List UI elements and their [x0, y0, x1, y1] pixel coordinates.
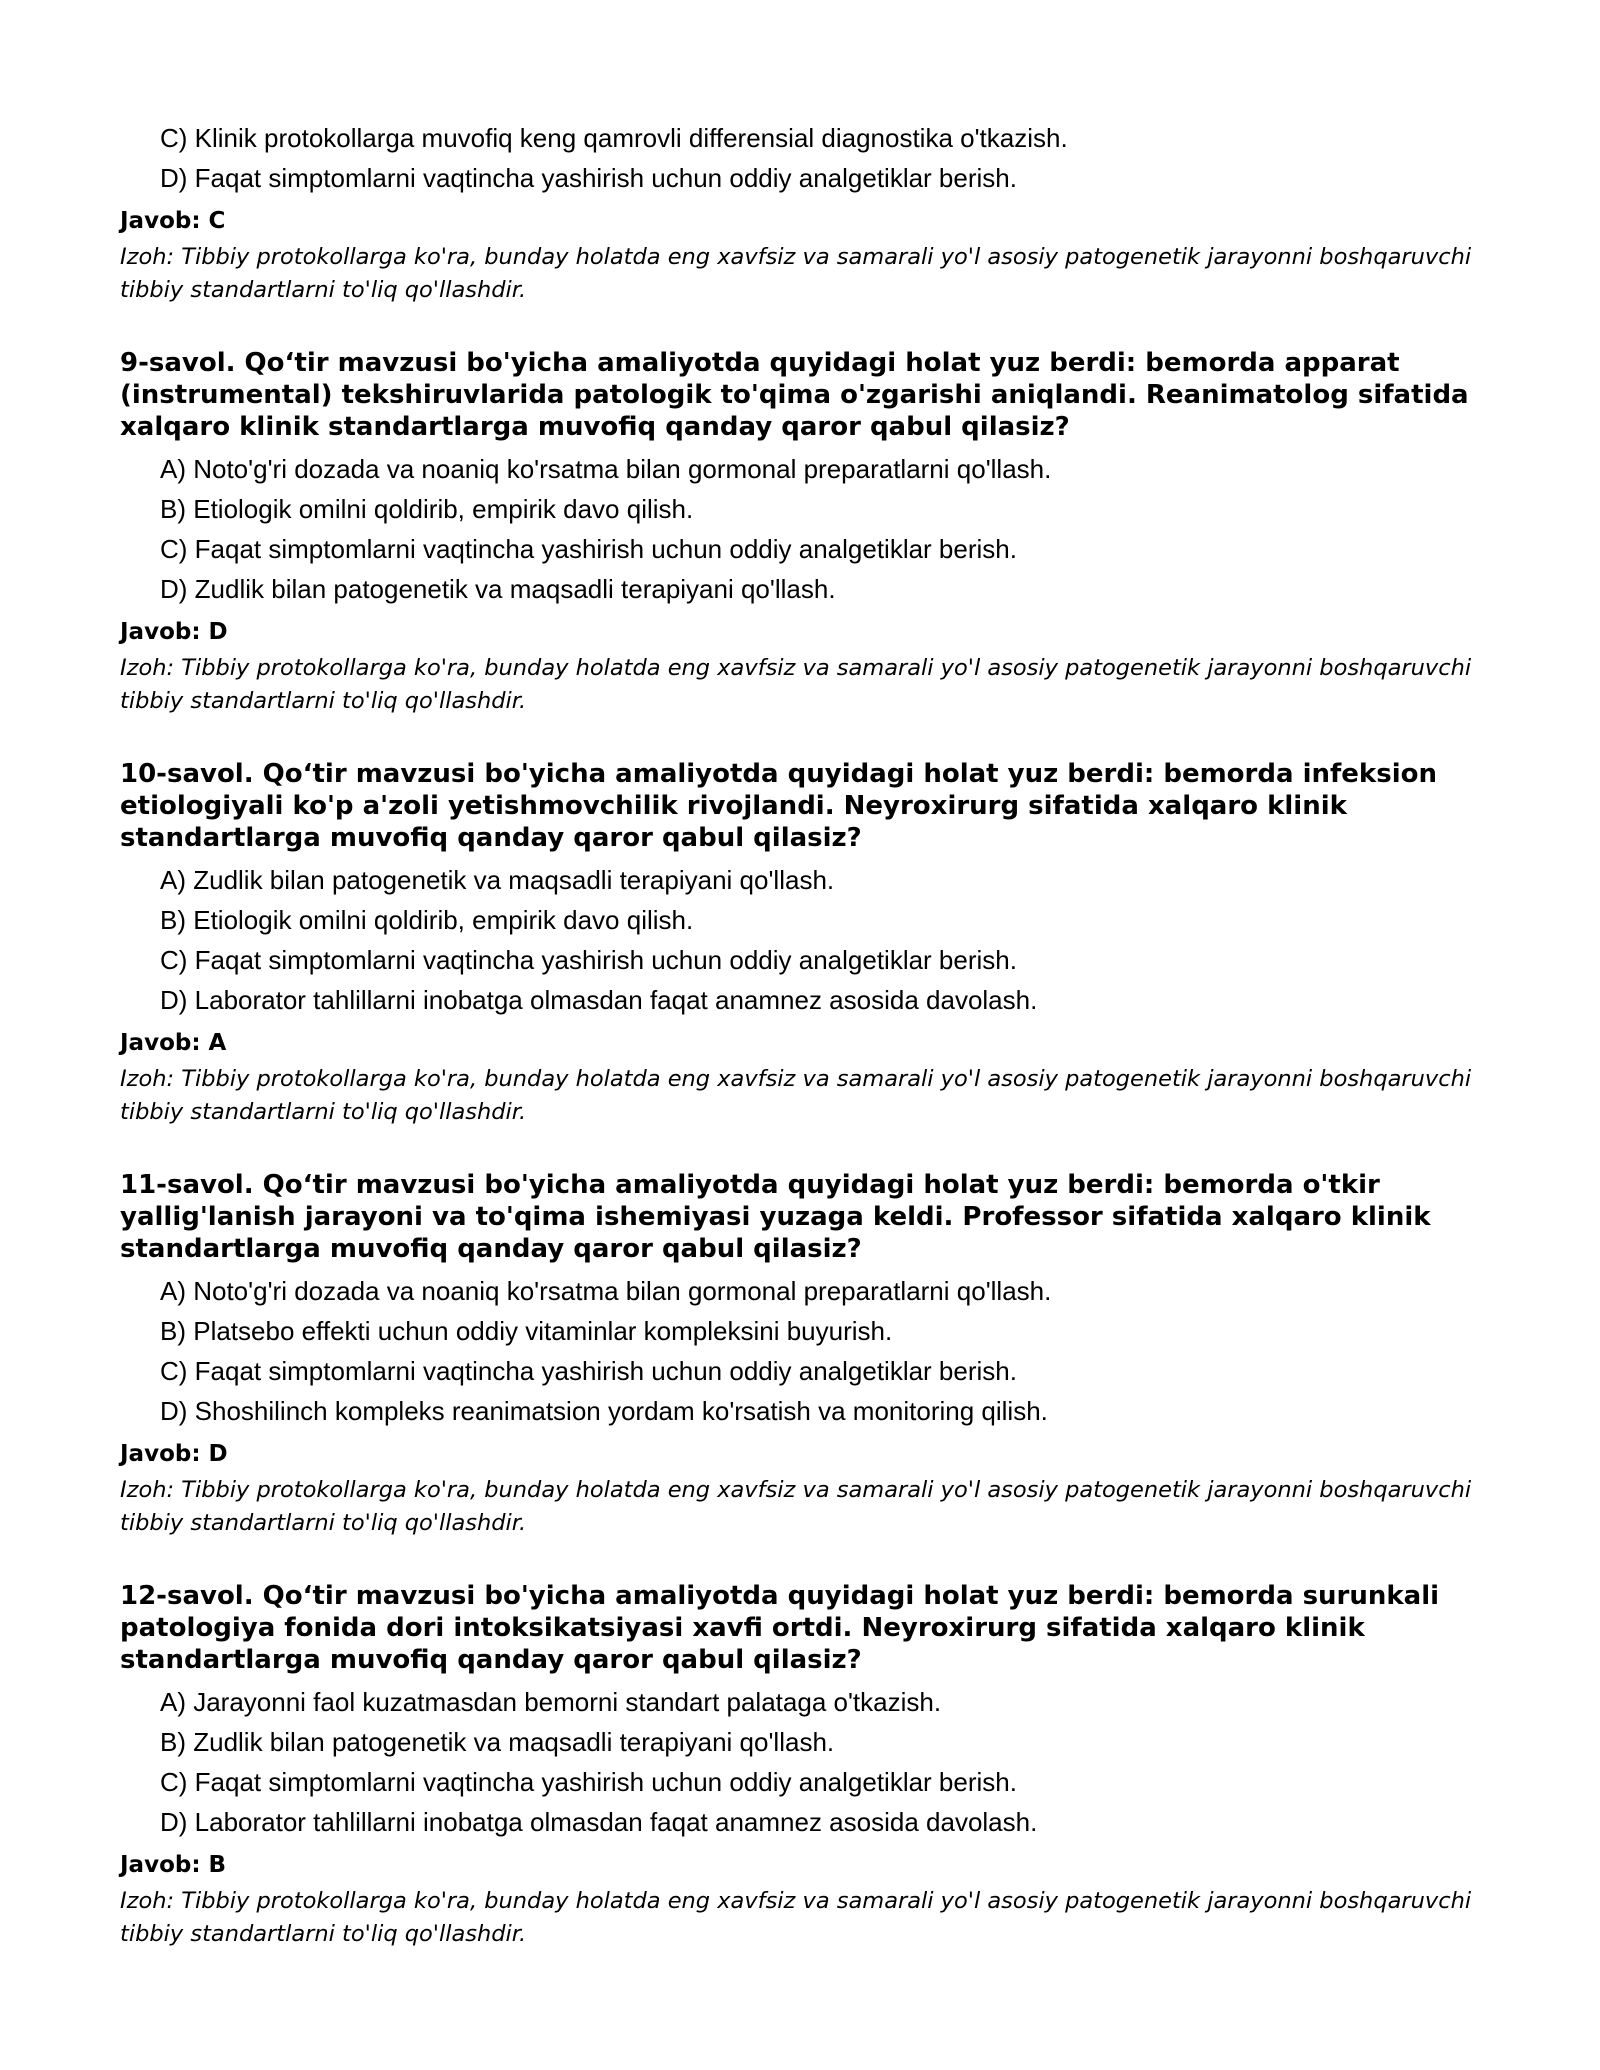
answer-options: [120, 1682, 1500, 1842]
answer-options: [120, 449, 1500, 609]
option-b: B) Etiologik omilni qoldirib, empirik davo qilish.: [160, 494, 694, 524]
answer-key: Javob: A: [120, 1030, 227, 1056]
question-8-continuation: [120, 118, 1500, 307]
answer-key: Javob: C: [120, 208, 226, 234]
option-d: D) Zudlik bilan patogenetik va maqsadli terapiyani qo'llash.: [160, 574, 836, 604]
explanation-note: Izoh: Tibbiy protokollarga ko'ra, bunday holatda eng xavfsiz va samarali yo'l asosiy patogenetik jarayonni boshqaruvchi tibbiy standartlarni to'liq qo'llashdir.: [120, 655, 1472, 714]
option-c: C) Faqat simptomlarni vaqtincha yashirish uchun oddiy analgetiklar berish.: [160, 945, 1017, 975]
option-d: D) Faqat simptomlarni vaqtincha yashirish uchun oddiy analgetiklar berish.: [160, 163, 1017, 193]
answer-options: [120, 860, 1500, 1020]
explanation-note: Izoh: Tibbiy protokollarga ko'ra, bunday holatda eng xavfsiz va samarali yo'l asosiy patogenetik jarayonni boshqaruvchi tibbiy standartlarni to'liq qo'llashdir.: [120, 244, 1472, 303]
question-title: 12-savol. Qo‘tir mavzusi bo'yicha amaliyotda quyidagi holat yuz berdi: bemorda surunkali patologiya fonida dori intoksikatsiyasi xavfi ortdi. Neyroxirurg sifatida xalqaro klinik standartlarga muvofiq qanday qaror qabul qilasiz?: [120, 1581, 1440, 1675]
option-c: C) Faqat simptomlarni vaqtincha yashirish uchun oddiy analgetiklar berish.: [160, 1767, 1017, 1797]
option-b: B) Zudlik bilan patogenetik va maqsadli terapiyani qo'llash.: [160, 1727, 835, 1757]
option-d: D) Laborator tahlillarni inobatga olmasdan faqat anamnez asosida davolash.: [160, 1807, 1038, 1837]
question-11: [120, 1169, 1500, 1540]
option-d: D) Shoshilinch kompleks reanimatsion yordam ko'rsatish va monitoring qilish.: [160, 1396, 1048, 1426]
answer-key: Javob: D: [120, 619, 228, 645]
option-c: C) Faqat simptomlarni vaqtincha yashirish uchun oddiy analgetiklar berish.: [160, 1356, 1017, 1386]
option-a: A) Noto'g'ri dozada va noaniq ko'rsatma bilan gormonal preparatlarni qo'llash.: [160, 454, 1052, 484]
option-a: A) Jarayonni faol kuzatmasdan bemorni standart palataga o'tkazish.: [160, 1687, 942, 1717]
question-10: [120, 758, 1500, 1129]
document-page: [120, 118, 1500, 1951]
answer-options: [120, 1271, 1500, 1431]
option-c: C) Faqat simptomlarni vaqtincha yashirish uchun oddiy analgetiklar berish.: [160, 534, 1017, 564]
answer-key: Javob: D: [120, 1441, 228, 1467]
explanation-note: Izoh: Tibbiy protokollarga ko'ra, bunday holatda eng xavfsiz va samarali yo'l asosiy patogenetik jarayonni boshqaruvchi tibbiy standartlarni to'liq qo'llashdir.: [120, 1477, 1472, 1536]
explanation-note: Izoh: Tibbiy protokollarga ko'ra, bunday holatda eng xavfsiz va samarali yo'l asosiy patogenetik jarayonni boshqaruvchi tibbiy standartlarni to'liq qo'llashdir.: [120, 1066, 1472, 1125]
question-9: [120, 347, 1500, 718]
question-title: 9-savol. Qo‘tir mavzusi bo'yicha amaliyotda quyidagi holat yuz berdi: bemorda apparat (instrumental) tekshiruvlarida patologik to'qima o'zgarishi aniqlandi. Reanimatolog sifatida xalqaro klinik standartlarga muvofiq qanday qaror qabul qilasiz?: [120, 348, 1469, 442]
question-title: 11-savol. Qo‘tir mavzusi bo'yicha amaliyotda quyidagi holat yuz berdi: bemorda o'tkir yallig'lanish jarayoni va to'qima ishemiyasi yuzaga keldi. Professor sifatida xalqaro klinik standartlarga muvofiq qanday qaror qabul qilasiz?: [120, 1170, 1431, 1264]
question-title: 10-savol. Qo‘tir mavzusi bo'yicha amaliyotda quyidagi holat yuz berdi: bemorda infeksion etiologiyali ko'p a'zoli yetishmovchilik rivojlandi. Neyroxirurg sifatida xalqaro klinik standartlarga muvofiq qanday qaror qabul qilasiz?: [120, 759, 1437, 853]
option-b: B) Platsebo effekti uchun oddiy vitaminlar kompleksini buyurish.: [160, 1316, 893, 1346]
explanation-note: Izoh: Tibbiy protokollarga ko'ra, bunday holatda eng xavfsiz va samarali yo'l asosiy patogenetik jarayonni boshqaruvchi tibbiy standartlarni to'liq qo'llashdir.: [120, 1888, 1472, 1947]
option-b: B) Etiologik omilni qoldirib, empirik davo qilish.: [160, 905, 694, 935]
answer-key: Javob: B: [120, 1852, 227, 1878]
question-12: [120, 1580, 1500, 1951]
option-c: C) Klinik protokollarga muvofiq keng qamrovli differensial diagnostika o'tkazish.: [160, 123, 1068, 153]
option-d: D) Laborator tahlillarni inobatga olmasdan faqat anamnez asosida davolash.: [160, 985, 1038, 1015]
option-a: A) Noto'g'ri dozada va noaniq ko'rsatma bilan gormonal preparatlarni qo'llash.: [160, 1276, 1052, 1306]
option-a: A) Zudlik bilan patogenetik va maqsadli terapiyani qo'llash.: [160, 865, 835, 895]
answer-options: [120, 118, 1500, 198]
